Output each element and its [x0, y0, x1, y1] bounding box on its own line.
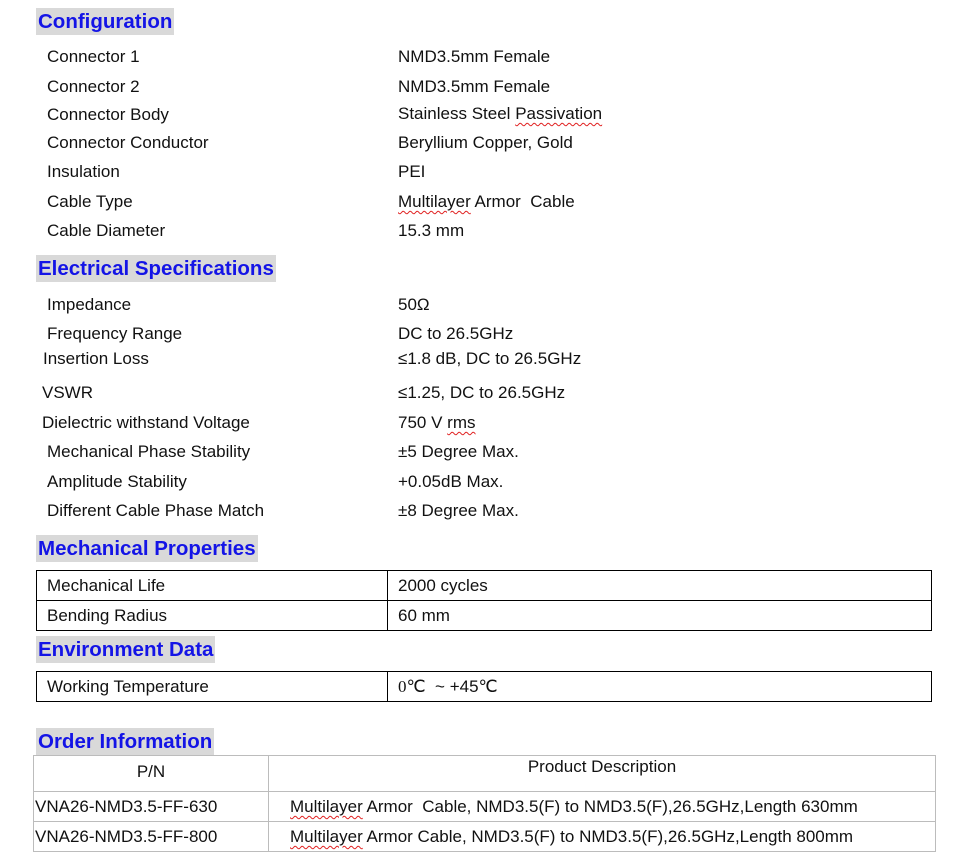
connector-2-label: Connector 2	[47, 77, 140, 96]
phase-match-label: Different Cable Phase Match	[47, 501, 265, 520]
cable-type-value	[398, 191, 575, 213]
connector-conductor-label: Connector Conductor	[47, 133, 209, 152]
table-header-row	[34, 756, 936, 792]
order-description	[269, 792, 936, 822]
dielectric-voltage-value-number: 750 V	[398, 413, 448, 432]
connector-conductor-value: Beryllium Copper, Gold	[398, 133, 573, 152]
electrical-specifications-heading: Electrical Specifications	[38, 257, 274, 280]
connector-2-value: NMD3.5mm Female	[398, 77, 551, 96]
table-row	[37, 601, 932, 631]
environment-data-table	[36, 671, 932, 702]
environment-data-heading: Environment Data	[38, 638, 214, 661]
amplitude-stability-value: +0.05dB Max.	[398, 472, 504, 491]
mechanical-life-label: Mechanical Life	[37, 571, 388, 601]
dielectric-voltage-label: Dielectric withstand Voltage	[42, 413, 250, 432]
order-information-heading: Order Information	[38, 730, 213, 753]
connector-body-label: Connector Body	[47, 105, 169, 124]
insulation-value: PEI	[398, 162, 426, 181]
order-information-table	[33, 755, 936, 852]
cable-diameter-label: Cable Diameter	[47, 221, 166, 240]
impedance-value: 50Ω	[398, 295, 430, 314]
table-row	[37, 571, 932, 601]
order-pn: VNA26-NMD3.5-FF-630	[34, 792, 269, 822]
frequency-range-label: Frequency Range	[47, 324, 183, 343]
frequency-range-value: DC to 26.5GHz	[398, 324, 514, 343]
cable-diameter-value: 15.3 mm	[398, 221, 465, 240]
table-row	[34, 792, 936, 822]
amplitude-stability-label: Amplitude Stability	[47, 472, 187, 491]
mechanical-properties-heading: Mechanical Properties	[38, 537, 256, 560]
table-row	[37, 672, 932, 702]
cable-type-value-rest: Armor Cable	[470, 192, 575, 211]
vswr-value: ≤1.25, DC to 26.5GHz	[398, 383, 566, 402]
temperature-unit: ℃	[478, 677, 498, 696]
insertion-loss-value: ≤1.8 dB, DC to 26.5GHz	[398, 349, 582, 368]
cable-type-value-multilayer: Multilayer	[398, 192, 471, 211]
pn-column-header: P/N	[34, 756, 269, 792]
temperature-min: 0℃	[398, 677, 426, 696]
dielectric-voltage-value-unit: rms	[447, 413, 476, 432]
order-description-multilayer: Multilayer	[290, 797, 363, 816]
connector-1-label: Connector 1	[47, 47, 140, 66]
phase-stability-label: Mechanical Phase Stability	[47, 442, 251, 461]
working-temperature-value	[388, 672, 932, 702]
order-description-rest: Armor Cable, NMD3.5(F) to NMD3.5(F),26.5GHz,Length 800mm	[362, 827, 854, 846]
phase-stability-value: ±5 Degree Max.	[398, 442, 519, 461]
description-column-header: Product Description	[269, 756, 936, 792]
table-row	[34, 822, 936, 852]
connector-body-value-main: Stainless Steel	[398, 104, 516, 123]
connector-1-value: NMD3.5mm Female	[398, 47, 551, 66]
dielectric-voltage-value	[398, 412, 475, 434]
order-description	[269, 822, 936, 852]
order-description-rest: Armor Cable, NMD3.5(F) to NMD3.5(F),26.5GHz,Length 630mm	[362, 797, 858, 816]
order-description-multilayer: Multilayer	[290, 827, 363, 846]
vswr-label: VSWR	[42, 383, 93, 402]
configuration-heading: Configuration	[38, 10, 173, 33]
connector-body-value	[398, 103, 602, 125]
order-pn: VNA26-NMD3.5-FF-800	[34, 822, 269, 852]
working-temperature-label: Working Temperature	[37, 672, 388, 702]
mechanical-properties-table	[36, 570, 932, 631]
insulation-label: Insulation	[47, 162, 120, 181]
temperature-range: ~ +45	[425, 677, 479, 696]
impedance-label: Impedance	[47, 295, 132, 314]
bending-radius-value: 60 mm	[388, 601, 932, 631]
phase-match-value: ±8 Degree Max.	[398, 501, 519, 520]
connector-body-value-finish: Passivation	[515, 104, 603, 123]
mechanical-life-value: 2000 cycles	[388, 571, 932, 601]
insertion-loss-label: Insertion Loss	[43, 349, 149, 368]
bending-radius-label: Bending Radius	[37, 601, 388, 631]
cable-type-label: Cable Type	[47, 192, 133, 211]
